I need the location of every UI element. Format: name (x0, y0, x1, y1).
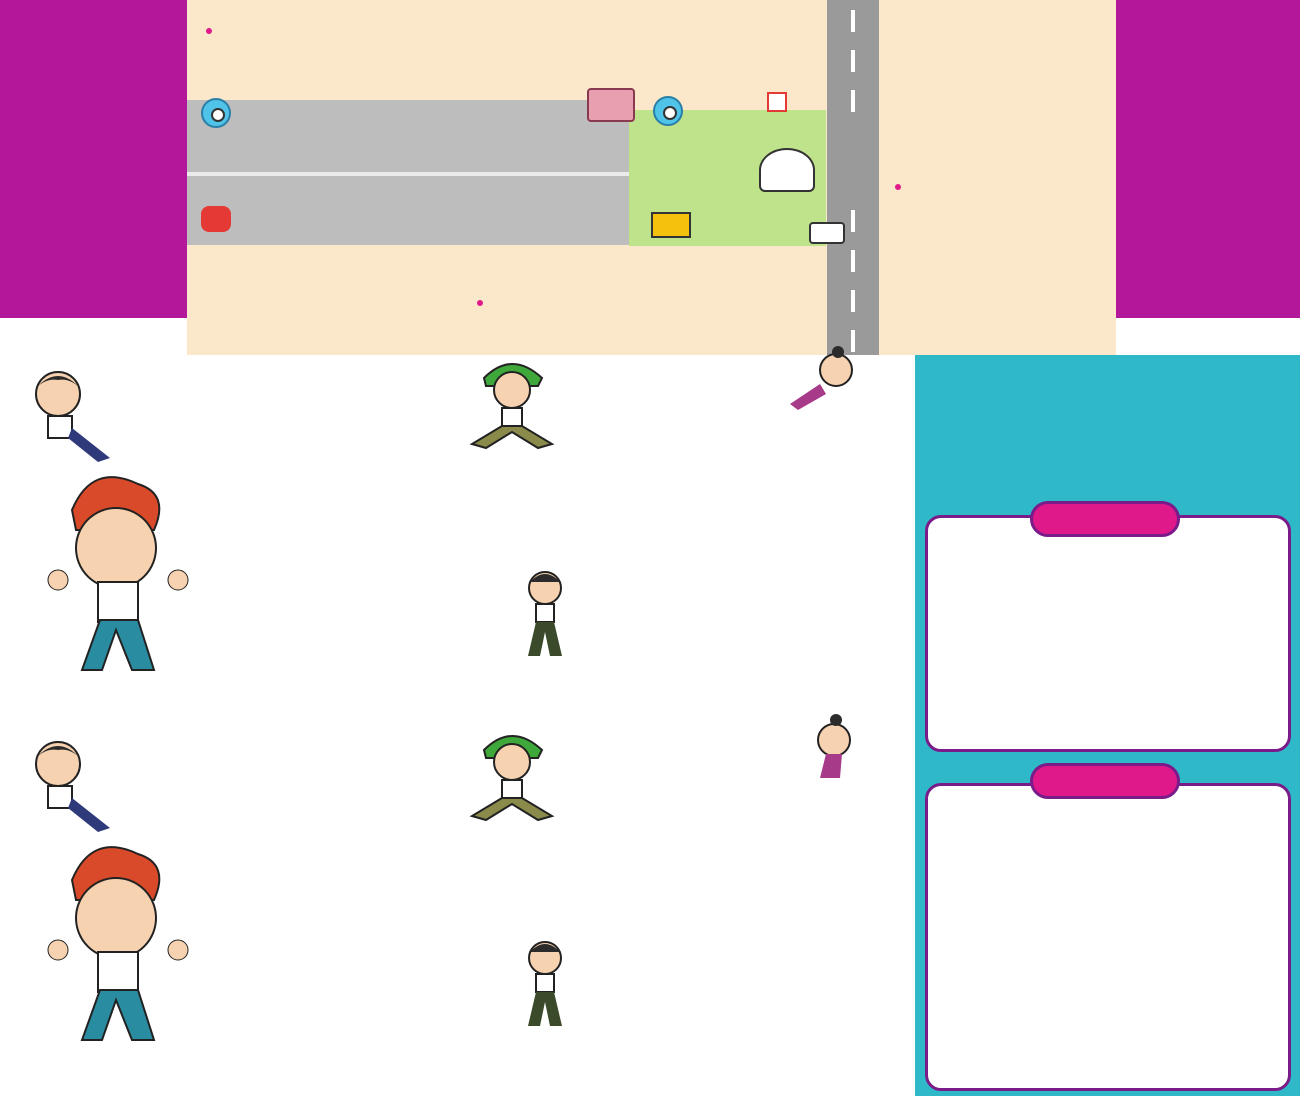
block-toy-icon (651, 212, 691, 238)
right-brand-panel (1116, 0, 1300, 318)
road-dash (851, 290, 855, 312)
first-aid-icon (767, 92, 787, 112)
character-boy-illustration (18, 738, 118, 838)
character-greenhair-illustration (462, 728, 562, 827)
character-redhair-illustration (42, 840, 192, 1054)
food-truck-icon (587, 88, 635, 122)
character-girl-illustration (790, 712, 870, 786)
location-dot (477, 300, 483, 306)
character-cheering-illustration (510, 566, 580, 662)
location-dot (895, 184, 901, 190)
left-brand-panel (0, 0, 187, 318)
day1-schedule-tab (1030, 501, 1180, 537)
character-boy-illustration (18, 368, 118, 468)
stage-icon (759, 148, 815, 192)
character-redhair-illustration (42, 470, 192, 684)
day1-schedule-box (925, 515, 1291, 752)
day2-schedule-box (925, 783, 1291, 1091)
camera-icon (653, 96, 683, 126)
road-dash (851, 90, 855, 112)
character-cheering-illustration (510, 936, 580, 1032)
road-dash (851, 10, 855, 32)
road-dash (851, 210, 855, 232)
character-girl-illustration (780, 346, 870, 420)
booth-map (187, 0, 1116, 355)
road-divider (187, 172, 629, 176)
character-greenhair-illustration (462, 356, 562, 455)
camera-icon (201, 98, 231, 128)
road-dash (851, 50, 855, 72)
performance-schedule-panel (915, 355, 1300, 1096)
ambulance-icon (809, 222, 845, 244)
day2-schedule-tab (1030, 763, 1180, 799)
road-dash (851, 250, 855, 272)
location-dot (206, 28, 212, 34)
bumper-car-icon (201, 206, 231, 232)
